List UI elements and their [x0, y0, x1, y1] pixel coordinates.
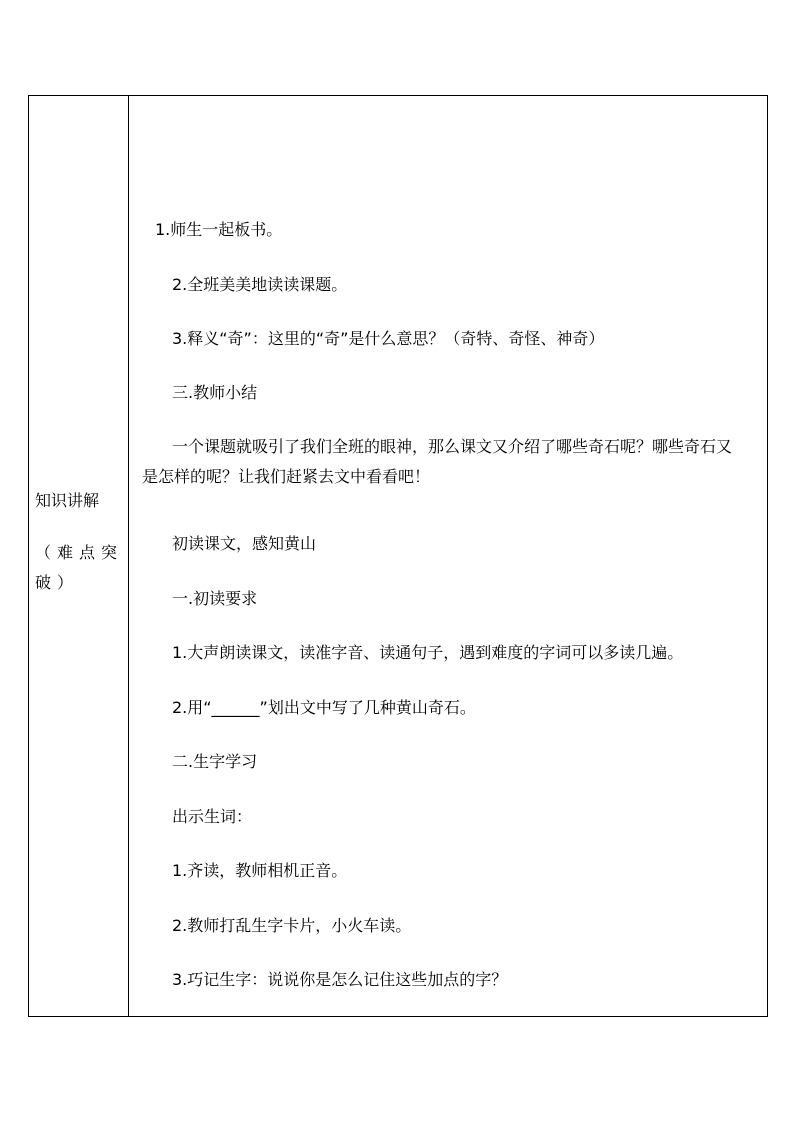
- section-title: 知识讲解: [35, 491, 100, 510]
- requirement-read-aloud: 1.大声朗读课文，读准字音、读通句子，遇到难度的字词可以多读几遍。: [172, 643, 684, 662]
- step-read-title: 2.全班美美地读读课题。: [172, 275, 348, 294]
- heading-first-reading: 初读课文，感知黄山: [172, 534, 317, 553]
- section-label-cell: [29, 96, 128, 1016]
- step-card-reading: 2.教师打乱生字卡片，小火车读。: [172, 916, 412, 935]
- section-subtitle: （难点突破）: [35, 543, 124, 592]
- heading-new-characters: 二.生字学习: [172, 752, 258, 771]
- summary-paragraph: 一个课题就吸引了我们全班的眼神，那么课文又介绍了哪些奇石呢？哪些奇石又是怎样的呢？让我们赶紧去文中看看吧！: [142, 437, 733, 486]
- column-divider: [128, 96, 129, 1016]
- show-new-words: 出示生词：: [172, 807, 253, 826]
- heading-reading-requirements: 一.初读要求: [172, 589, 258, 608]
- heading-teacher-summary: 三.教师小结: [172, 383, 258, 402]
- step-read-together: 1.齐读，教师相机正音。: [172, 861, 348, 880]
- step-memorize-characters: 3.巧记生字：说说你是怎么记住这些加点的字？: [172, 970, 508, 989]
- step-explain-qi: 3.释义“奇”：这里的“奇”是什么意思？（奇特、奇怪、神奇）: [172, 329, 605, 348]
- step-board-writing: 1.师生一起板书。: [155, 220, 283, 239]
- requirement-underline: 2.用“______”划出文中写了几种黄山奇石。: [172, 698, 476, 717]
- lesson-table: [28, 95, 768, 1017]
